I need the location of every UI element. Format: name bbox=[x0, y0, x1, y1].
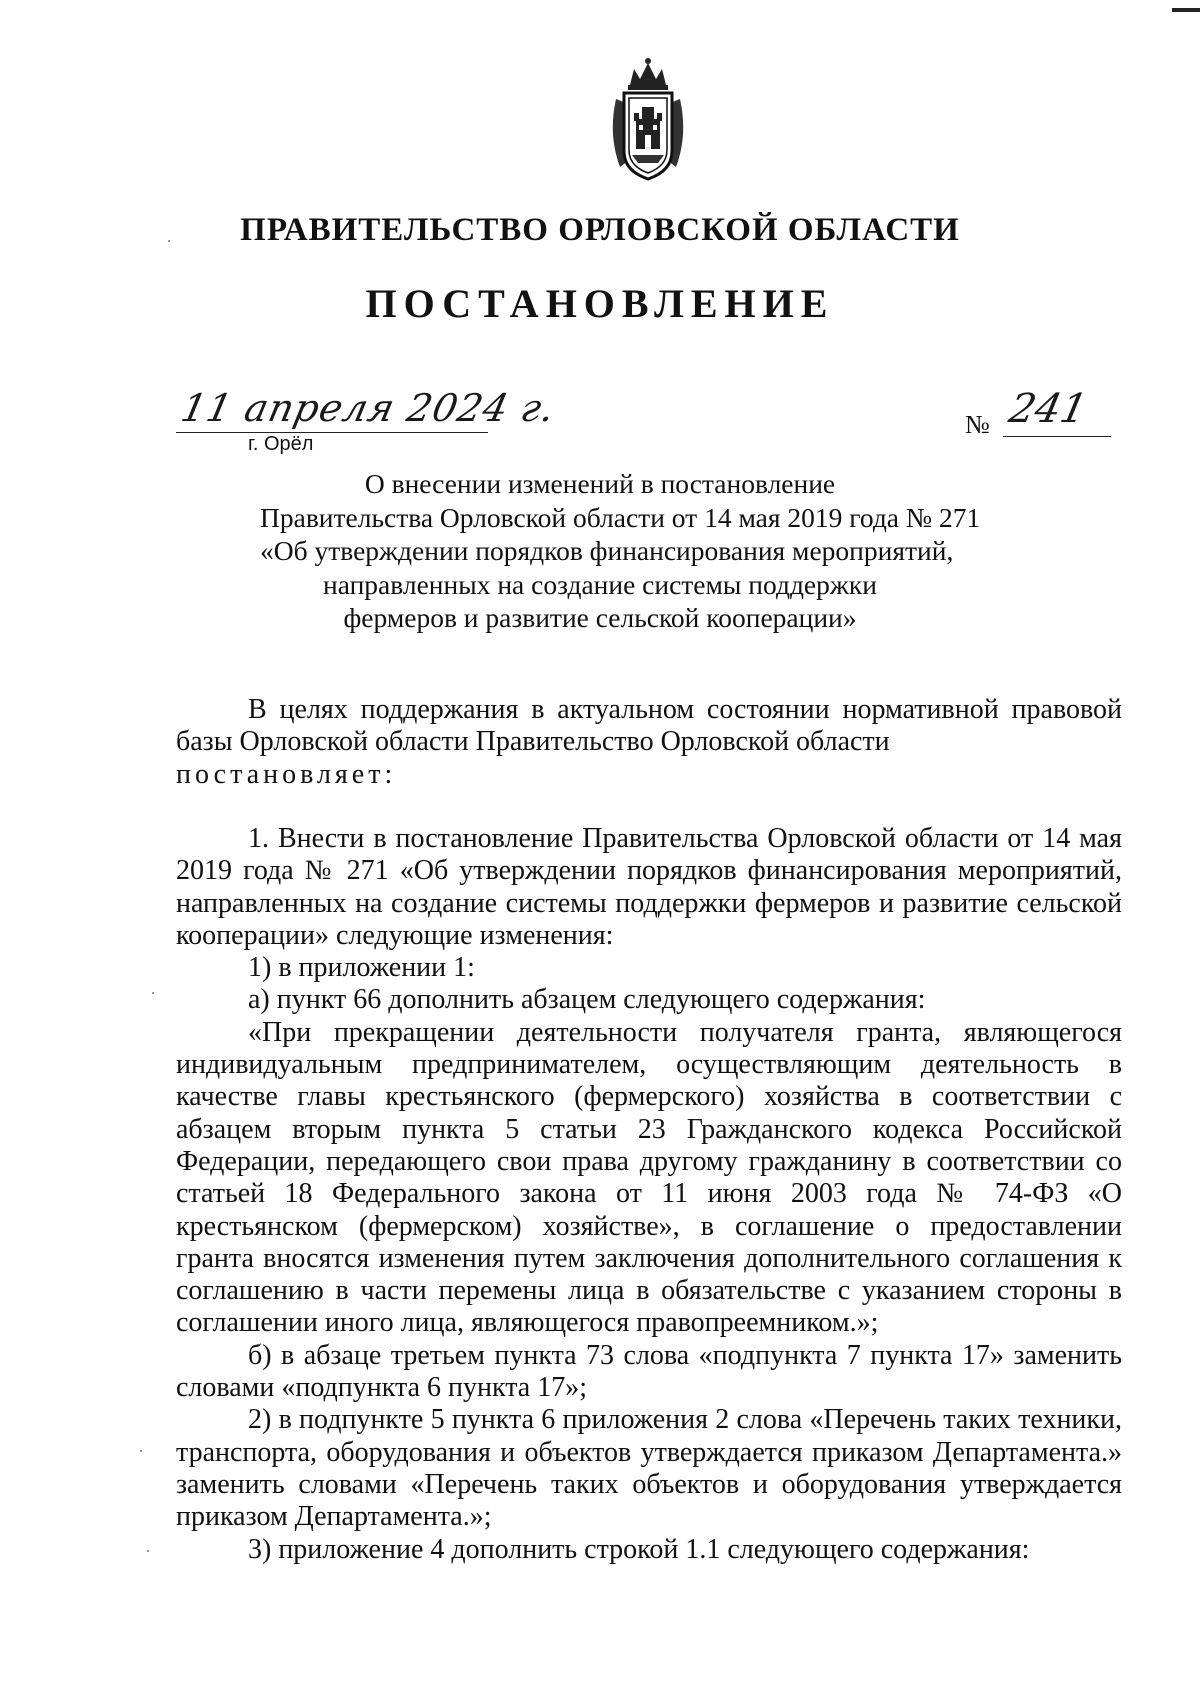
subitem-1b: б) в абзаце третьем пункта 73 слова «подпункта 7 пункта 17» заменить словами «подпункта 6 пункта 17»; bbox=[176, 1339, 1122, 1404]
subject-line: фермеров и развитие сельской кооперации» bbox=[343, 602, 857, 633]
preamble-text: В целях поддержания в актуальном состоянии нормативной правовой базы Орловской области Правительство Орловской области bbox=[176, 694, 1122, 758]
quoted-paragraph: «При прекращении деятельности получателя гранта, являющегося индивидуальным предпринимателем, осуществляющим деятельность в качестве главы крестьянского (фермерского) хозяйства в соответствии с абзацем вторым пункта 5 статьи 23 Гражданского кодекса Российской Федерации, передающего свои права другому гражданину в соответствии со статьей 18 Федерального закона от 11 июня 2003 года № 74-ФЗ «О крестьянском (фермерском) хозяйстве», в соглашение о предоставлении гранта вносятся изменения путем заключения дополнительного соглашения к соглашению в части перемены лица в обязательстве с указанием стороны в соглашении иного лица, являющегося правопреемником.»; bbox=[176, 1016, 1122, 1339]
coat-of-arms-icon bbox=[598, 55, 698, 185]
scan-speck bbox=[147, 1550, 149, 1552]
document-type-title: ПОСТАНОВЛЕНИЕ bbox=[365, 281, 835, 326]
subject-line: Правительства Орловской области от 14 мая 2019 года № 271 bbox=[260, 501, 981, 533]
handwritten-number: 241 bbox=[1005, 386, 1092, 432]
subject-line: направленных на создание системы поддержки bbox=[323, 568, 877, 600]
subject-line: «Об утверждении порядков финансирования мероприятий, bbox=[260, 535, 954, 566]
item-1-intro: 1. Внести в постановление Правительства Орловской области от 14 мая 2019 года № 271 «Об утверждении порядков финансирования мероприятий, направленных на создание системы поддержки фермеров и развитие сельской кооперации» следующие изменения: bbox=[176, 823, 1122, 951]
subitem-2: 2) в подпункте 5 пункта 6 приложения 2 слова «Перечень таких техники, транспорта, оборудования и объектов утверждается приказом Департамента.» заменить словами «Перечень таких объектов и оборудования утверждается приказом Департамента.»; bbox=[176, 1404, 1122, 1533]
date-underline bbox=[176, 432, 488, 433]
organization-title: ПРАВИТЕЛЬСТВО ОРЛОВСКОЙ ОБЛАСТИ bbox=[240, 212, 960, 248]
city-label: г. Орёл bbox=[248, 433, 314, 455]
scan-speck bbox=[152, 992, 154, 994]
scan-edge-mark bbox=[1172, 8, 1200, 12]
subitem-3: 3) приложение 4 дополнить строкой 1.1 следующего содержания: bbox=[248, 1533, 1030, 1565]
handwritten-date: 11 апреля 2024 г. bbox=[177, 386, 560, 430]
preamble bbox=[176, 694, 1122, 791]
resolves-word: постановляет: bbox=[176, 758, 397, 790]
subitem-1: 1) в приложении 1: bbox=[248, 952, 475, 984]
scan-speck bbox=[140, 1450, 142, 1452]
number-underline bbox=[1003, 436, 1111, 437]
subject-line: О внесении изменений в постановление bbox=[364, 468, 836, 499]
subitem-1a: а) пункт 66 дополнить абзацем следующего содержания: bbox=[248, 984, 926, 1016]
document-subject bbox=[260, 467, 981, 635]
resolution-body bbox=[176, 823, 1122, 1566]
number-label: № bbox=[965, 410, 990, 439]
scan-speck bbox=[168, 240, 170, 242]
